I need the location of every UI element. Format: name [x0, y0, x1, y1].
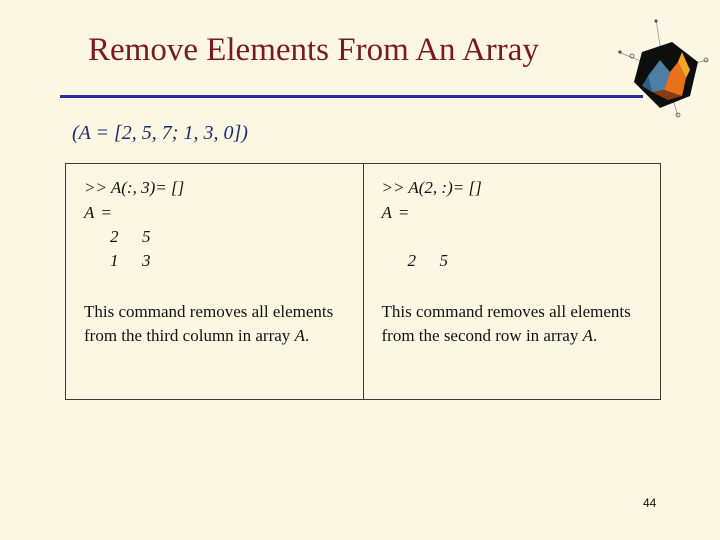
- description: [84, 300, 349, 348]
- description-end: .: [593, 326, 598, 345]
- description-text: This command removes all elements from the third column in array: [84, 302, 334, 345]
- answer-label: A =: [381, 203, 411, 222]
- description-text: This command removes all elements from the second row in array: [381, 302, 631, 345]
- description-variable: A: [582, 326, 593, 345]
- example-remove-column: [66, 164, 364, 399]
- command-text: >> A(2, :)= []: [381, 178, 482, 197]
- matrix-row: [408, 251, 472, 271]
- matrix-cell: 1: [110, 251, 119, 270]
- matrix-cell: 5: [439, 251, 448, 270]
- matrix-cell: 5: [142, 227, 151, 246]
- title-divider: [60, 95, 643, 98]
- array-definition: (A = [2, 5, 7; 1, 3, 0]): [72, 122, 248, 144]
- description-variable: A: [294, 326, 305, 345]
- matrix-cell: 2: [110, 227, 119, 246]
- matrix-row: [110, 227, 174, 247]
- description: [382, 300, 647, 348]
- matrix-cell: 3: [142, 251, 151, 270]
- matrix-row: [110, 251, 174, 271]
- answer-label: A =: [84, 203, 113, 222]
- command-text: >> A(:, 3)= []: [84, 178, 185, 197]
- slide-title: Remove Elements From An Array: [88, 32, 539, 68]
- page-number: 44: [643, 496, 657, 510]
- example-remove-row: [364, 164, 661, 399]
- matlab-logo-icon: [612, 16, 716, 124]
- description-end: .: [304, 326, 310, 345]
- matrix-cell: 2: [407, 251, 416, 270]
- examples-table: [65, 163, 661, 400]
